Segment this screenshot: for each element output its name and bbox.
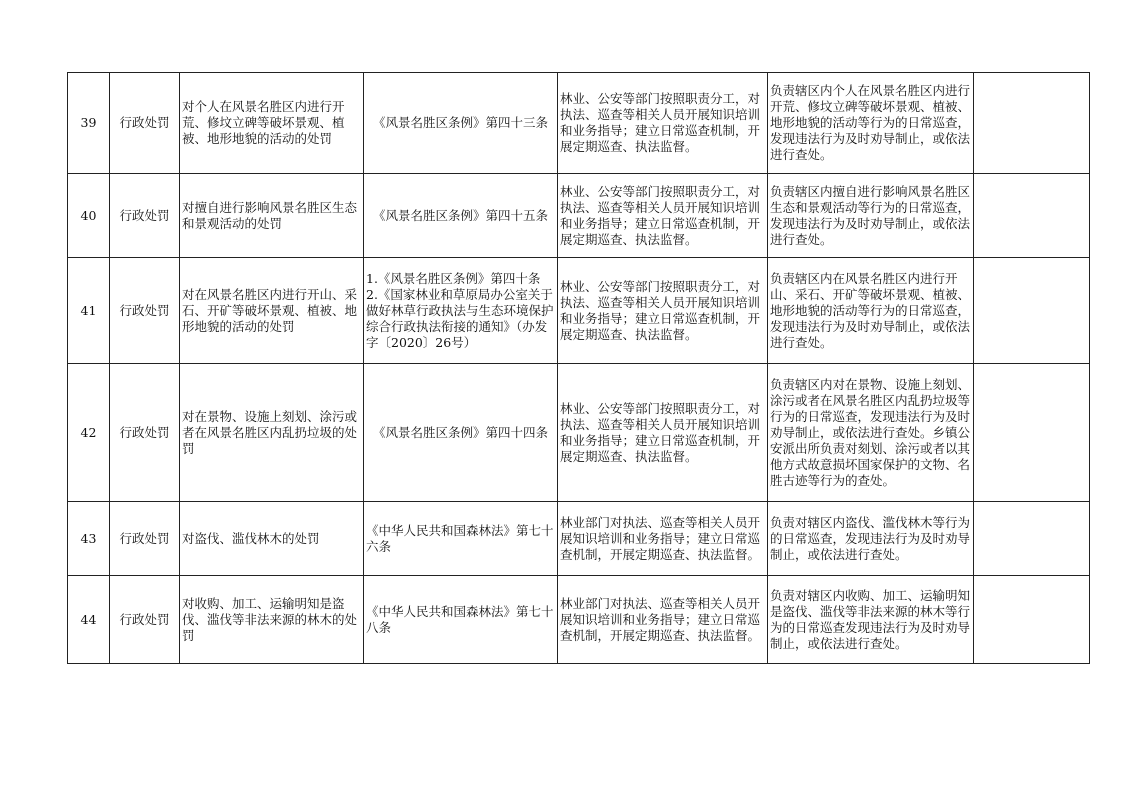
table-row [68, 502, 1090, 576]
legal-basis-line: 1.《风景名胜区条例》第四十条 [366, 270, 541, 286]
legal-basis [364, 364, 558, 502]
legal-basis-line: 《风景名胜区条例》第四十四条 [372, 424, 548, 440]
legal-basis-line: 《中华人民共和国森林法》第七十六条 [366, 522, 554, 554]
legal-basis [364, 576, 558, 664]
row-number: 40 [68, 174, 110, 258]
legal-basis [364, 258, 558, 364]
town-duty: 负责辖区内个人在风景名胜区内进行开荒、修坟立碑等破坏景观、植被、地形地貌的活动等行为的日常巡查，发现违法行为及时劝导制止，或依法进行查处。 [768, 73, 974, 174]
note-cell [974, 502, 1090, 576]
table-row [68, 258, 1090, 364]
item-type: 行政处罚 [110, 502, 180, 576]
item-name: 对盗伐、滥伐林木的处罚 [180, 502, 364, 576]
table-row [68, 576, 1090, 664]
item-name: 对在风景名胜区内进行开山、采石、开矿等破坏景观、植被、地形地貌的活动的处罚 [180, 258, 364, 364]
item-name: 对擅自进行影响风景名胜区生态和景观活动的处罚 [180, 174, 364, 258]
department-duty: 林业、公安等部门按照职责分工，对执法、巡查等相关人员开展知识培训和业务指导；建立日常巡查机制，开展定期巡查、执法监督。 [558, 73, 768, 174]
legal-basis [364, 174, 558, 258]
row-number: 42 [68, 364, 110, 502]
row-number: 43 [68, 502, 110, 576]
legal-basis-line: 2.《国家林业和草原局办公室关于做好林草行政执法与生态环境保护综合行政执法衔接的通知》（办发字〔2020〕26号） [366, 286, 554, 350]
legal-basis-line: 《风景名胜区条例》第四十三条 [372, 115, 548, 130]
legal-basis-line: 《风景名胜区条例》第四十五条 [372, 207, 548, 223]
item-type: 行政处罚 [110, 174, 180, 258]
row-number: 41 [68, 258, 110, 364]
item-name: 对在景物、设施上刻划、涂污或者在风景名胜区内乱扔垃圾的处罚 [180, 364, 364, 502]
row-number: 39 [68, 73, 110, 174]
town-duty: 负责对辖区内盗伐、滥伐林木等行为的日常巡查，发现违法行为及时劝导制止，或依法进行查处。 [768, 502, 974, 576]
item-type: 行政处罚 [110, 258, 180, 364]
legal-basis [364, 73, 558, 174]
note-cell [974, 364, 1090, 502]
department-duty: 林业、公安等部门按照职责分工，对执法、巡查等相关人员开展知识培训和业务指导；建立日常巡查机制，开展定期巡查、执法监督。 [558, 174, 768, 258]
item-type: 行政处罚 [110, 576, 180, 664]
town-duty: 负责辖区内擅自进行影响风景名胜区生态和景观活动等行为的日常巡查，发现违法行为及时劝导制止，或依法进行查处。 [768, 174, 974, 258]
item-name: 对收购、加工、运输明知是盗伐、滥伐等非法来源的林木的处罚 [180, 576, 364, 664]
note-cell [974, 174, 1090, 258]
department-duty: 林业部门对执法、巡查等相关人员开展知识培训和业务指导；建立日常巡查机制，开展定期巡查、执法监督。 [558, 576, 768, 664]
town-duty: 负责辖区内在风景名胜区内进行开山、采石、开矿等破坏景观、植被、地形地貌的活动等行为的日常巡查，发现违法行为及时劝导制止，或依法进行查处。 [768, 258, 974, 364]
note-cell [974, 73, 1090, 174]
department-duty: 林业、公安等部门按照职责分工，对执法、巡查等相关人员开展知识培训和业务指导；建立日常巡查机制，开展定期巡查、执法监督。 [558, 258, 768, 364]
table-body [68, 73, 1090, 664]
note-cell [974, 576, 1090, 664]
town-duty: 负责对辖区内收购、加工、运输明知是盗伐、滥伐等非法来源的林木等行为的日常巡查发现违法行为及时劝导制止，或依法进行查处。 [768, 576, 974, 664]
table-row [68, 174, 1090, 258]
item-type: 行政处罚 [110, 73, 180, 174]
item-name: 对个人在风景名胜区内进行开荒、修坟立碑等破坏景观、植被、地形地貌的活动的处罚 [180, 73, 364, 174]
note-cell [974, 258, 1090, 364]
responsibility-table [67, 72, 1090, 664]
table-row [68, 364, 1090, 502]
legal-basis-line: 《中华人民共和国森林法》第七十八条 [366, 603, 554, 635]
item-type: 行政处罚 [110, 364, 180, 502]
table-row [68, 73, 1090, 174]
department-duty: 林业、公安等部门按照职责分工，对执法、巡查等相关人员开展知识培训和业务指导；建立日常巡查机制，开展定期巡查、执法监督。 [558, 364, 768, 502]
department-duty: 林业部门对执法、巡查等相关人员开展知识培训和业务指导；建立日常巡查机制，开展定期巡查、执法监督。 [558, 502, 768, 576]
legal-basis [364, 502, 558, 576]
town-duty: 负责辖区内对在景物、设施上刻划、涂污或者在风景名胜区内乱扔垃圾等行为的日常巡查，发现违法行为及时劝导制止，或依法进行查处。乡镇公安派出所负责对刻划、涂污或者以其他方式故意损坏国家保护的文物、名胜古迹等行为的查处。 [768, 364, 974, 502]
row-number: 44 [68, 576, 110, 664]
